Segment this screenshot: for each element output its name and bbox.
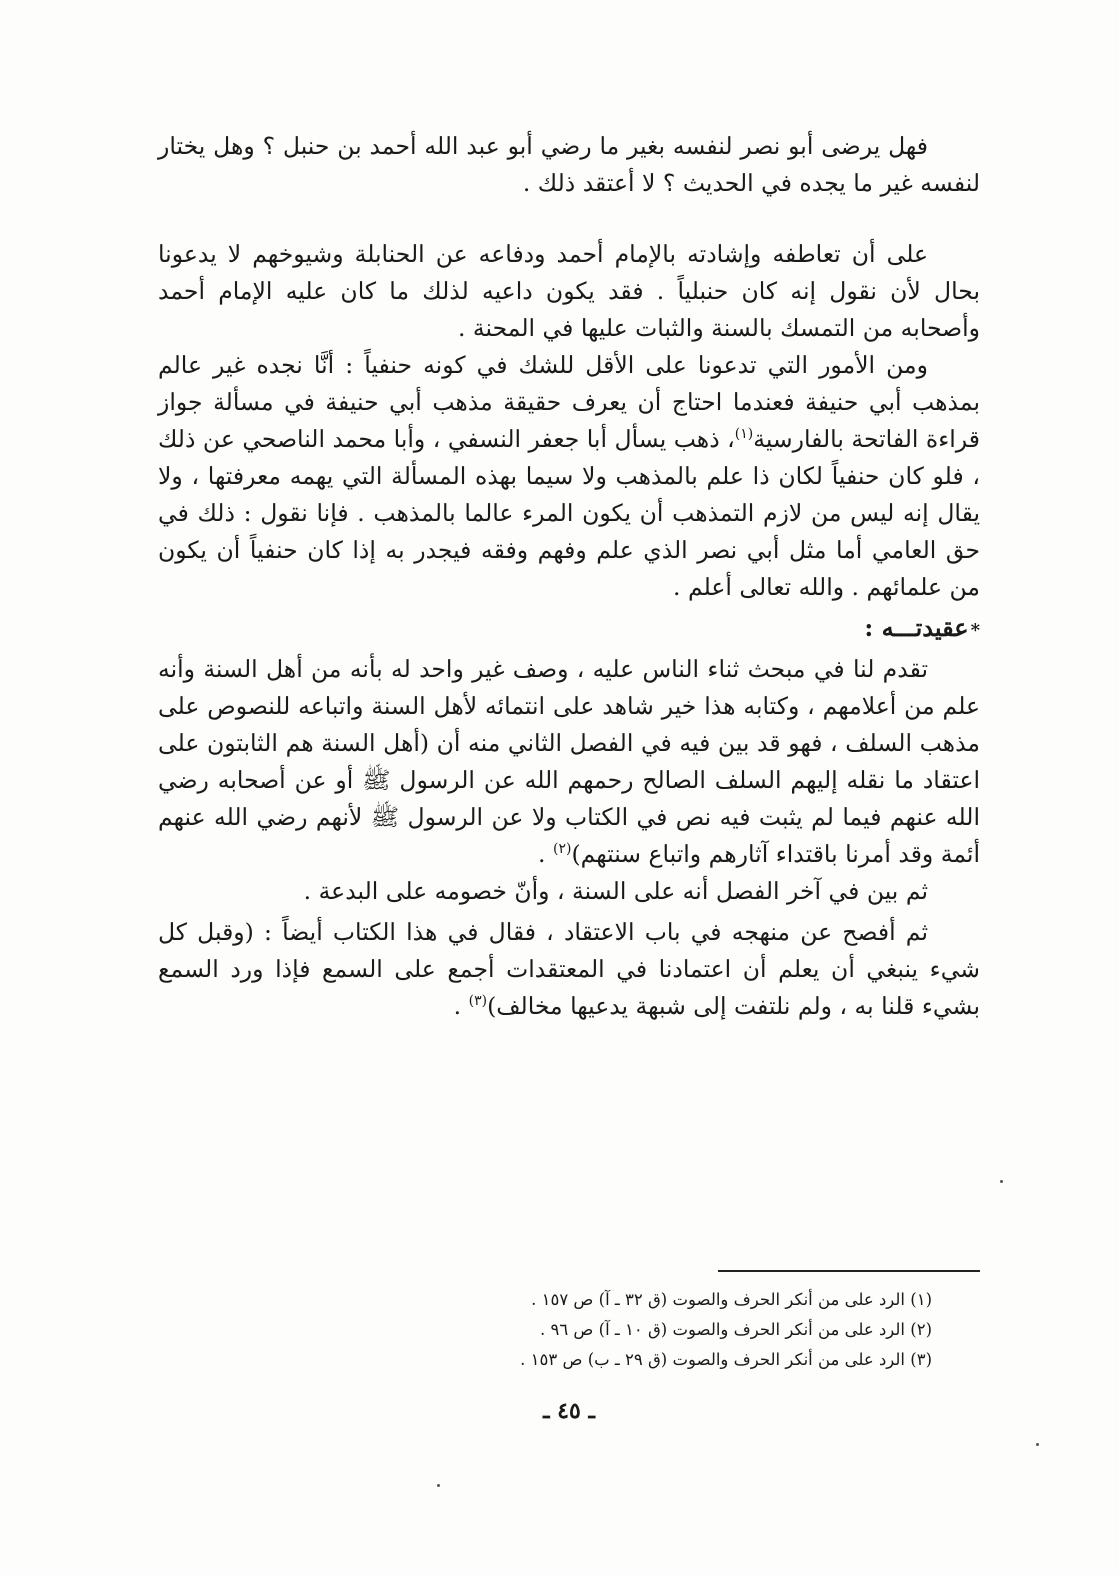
heading-marker: * <box>970 620 980 641</box>
footnote-3: (٣) الرد على من أنكر الحرف والصوت (ق ٢٩ ـ ب) ص ١٥٣ . <box>520 1350 932 1369</box>
paragraph-text: ، ذهب يسأل أبا جعفر النسفي ، وأبا محمد الناصحي عن ذلك ، فلو كان حنفياً لكان ذا علم بالمذهب ولا سيما بهذه المسألة التي يهمه معرفتها ، ولا يقال إنه ليس من لازم التمذهب أن يكون المرء عالما بالمذهب . فإنا نقول : ذلك في حق العامي أما مثل أبي نصر الذي علم وفهم وفقه فيجدر به إذا كان حنفياً أن يكون من علمائهم . والله تعالى أعلم . <box>158 425 980 601</box>
scan-speck <box>437 1484 440 1487</box>
paragraph-text: فهل يرضى أبو نصر لنفسه بغير ما رضي أبو عبد الله أحمد بن حنبل ؟ وهل يختار لنفسه غير ما يجده في الحديث ؟ لا أعتقد ذلك . <box>158 132 980 197</box>
paragraph-1 <box>158 128 980 202</box>
paragraph-3 <box>158 347 980 606</box>
footnote-ref-2: (٢) <box>553 841 572 858</box>
scan-speck <box>1000 1180 1003 1183</box>
footnotes <box>472 1285 932 1375</box>
paragraph-4 <box>158 651 980 873</box>
page-number: ـ ٤٥ ـ <box>543 1398 595 1424</box>
footnote-ref-1: (١) <box>734 426 754 443</box>
paragraph-6 <box>158 914 980 1025</box>
heading-text: عقيدتـــه : <box>864 613 969 642</box>
paragraph-text: . <box>538 840 553 868</box>
paragraph-text: تقدم لنا في مبحث ثناء الناس عليه ، وصف غير واحد له بأنه من أهل السنة وأنه علم من أعلامهم ، وكتابه هذا خير شاهد على انتمائه لأهل السنة واتباعه للنصوص على مذهب السلف ، فهو قد بين فيه في الفصل الثاني منه أن (أهل السنة هم الثابتون على اعتقاد ما نقله إليهم السلف الصالح رحمهم الله عن الرسول ﷺ أو عن أصحابه رضي الله عنهم فيما لم يثبت فيه نص في الكتاب ولا عن الرسول ﷺ لأنهم رضي الله عنهم أئمة وقد أمرنا باقتداء آثارهم واتباع سنتهم) <box>158 655 980 868</box>
paragraph-text: ثم بين في آخر الفصل أنه على السنة ، وأنّ خصومه على البدعة . <box>303 877 928 905</box>
scan-speck <box>1036 1443 1039 1446</box>
page-body <box>158 128 980 1508</box>
paragraph-text: على أن تعاطفه وإشادته بالإمام أحمد ودفاعه عن الحنابلة وشيوخهم لا يدعونا بحال لأن نقول إنه كان حنبلياً . فقد يكون داعيه لذلك ما كان عليه الإمام أحمد وأصحابه من التمسك بالسنة والثبات عليها في المحنة . <box>158 240 980 342</box>
paragraph-text: . <box>453 992 469 1020</box>
paragraph-5 <box>158 873 980 910</box>
section-heading <box>158 608 980 651</box>
footnote-2: (٢) الرد على من أنكر الحرف والصوت (ق ١٠ ـ آ) ص ٩٦ . <box>539 1320 932 1339</box>
footnote-1: (١) الرد على من أنكر الحرف والصوت (ق ٣٢ ـ آ) ص ١٥٧ . <box>531 1290 932 1309</box>
footnote-ref-3: (٣) <box>468 993 488 1010</box>
paragraph-text: ومن الأمور التي تدعونا على الأقل للشك في كونه حنفياً : أنَّا نجده غير عالم بمذهب أبي حنيفة فعندما احتاج أن يعرف حقيقة مذهب أبي حنيفة في مسألة جواز قراءة الفاتحة بالفارسية <box>158 351 980 453</box>
paragraph-text: ثم أفصح عن منهجه في باب الاعتقاد ، فقال في هذا الكتاب أيضاً : (وقبل كل شيء ينبغي أن يعلم أن اعتمادنا في المعتقدات أجمع على السمع فإذا ورد السمع بشيء قلنا به ، ولم نلتفت إلى شبهة يدعيها مخالف) <box>158 918 980 1020</box>
footnote-divider <box>718 1270 980 1272</box>
paragraph-2 <box>158 236 980 347</box>
